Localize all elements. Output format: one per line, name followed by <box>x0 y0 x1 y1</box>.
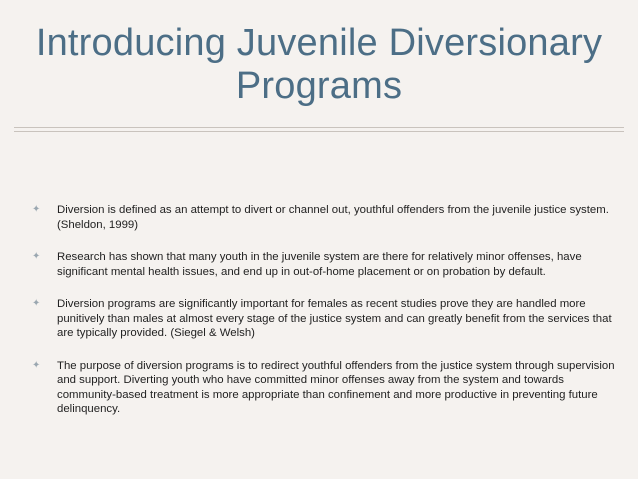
slide-title-line-2: Programs <box>235 65 403 107</box>
bullet-item-1 <box>30 203 615 232</box>
slide-title <box>0 22 638 108</box>
bullet-text-2: Research has shown that many youth in the juvenile system are there for relatively minor offenses, have significant mental health issues, and end up in out-of-home placement or on probation by default. <box>57 251 582 278</box>
bullet-text-4: The purpose of diversion programs is to redirect youthful offenders from the justice system through supervision and support. Diverting youth who have committed minor offenses away from the system and towards community-based treatment is more appropriate than confinement and more productive in preventing future delinquency. <box>57 359 615 415</box>
bullet-text-3: Diversion programs are significantly important for females as recent studies prove they are handled more punitively than males at almost every stage of the justice system and can greatly benefit from the services that are typically provided. (Siegel & Welsh) <box>57 298 612 339</box>
slide-title-line-1: Introducing Juvenile Diversionary <box>35 22 603 64</box>
bullet-text-1: Diversion is defined as an attempt to divert or channel out, youthful offenders from the juvenile justice system. (Sheldon, 1999) <box>57 204 609 231</box>
four-pointed-star-icon: ✦ <box>32 251 41 262</box>
bullet-item-2 <box>30 250 615 279</box>
title-divider-top <box>14 127 624 128</box>
bullet-item-3 <box>30 297 615 341</box>
title-divider-bottom <box>14 131 624 132</box>
four-pointed-star-icon: ✦ <box>32 204 41 215</box>
four-pointed-star-icon: ✦ <box>32 359 41 371</box>
four-pointed-star-icon: ✦ <box>32 298 41 309</box>
bullet-item-4 <box>30 359 615 417</box>
bullet-list <box>30 203 615 435</box>
